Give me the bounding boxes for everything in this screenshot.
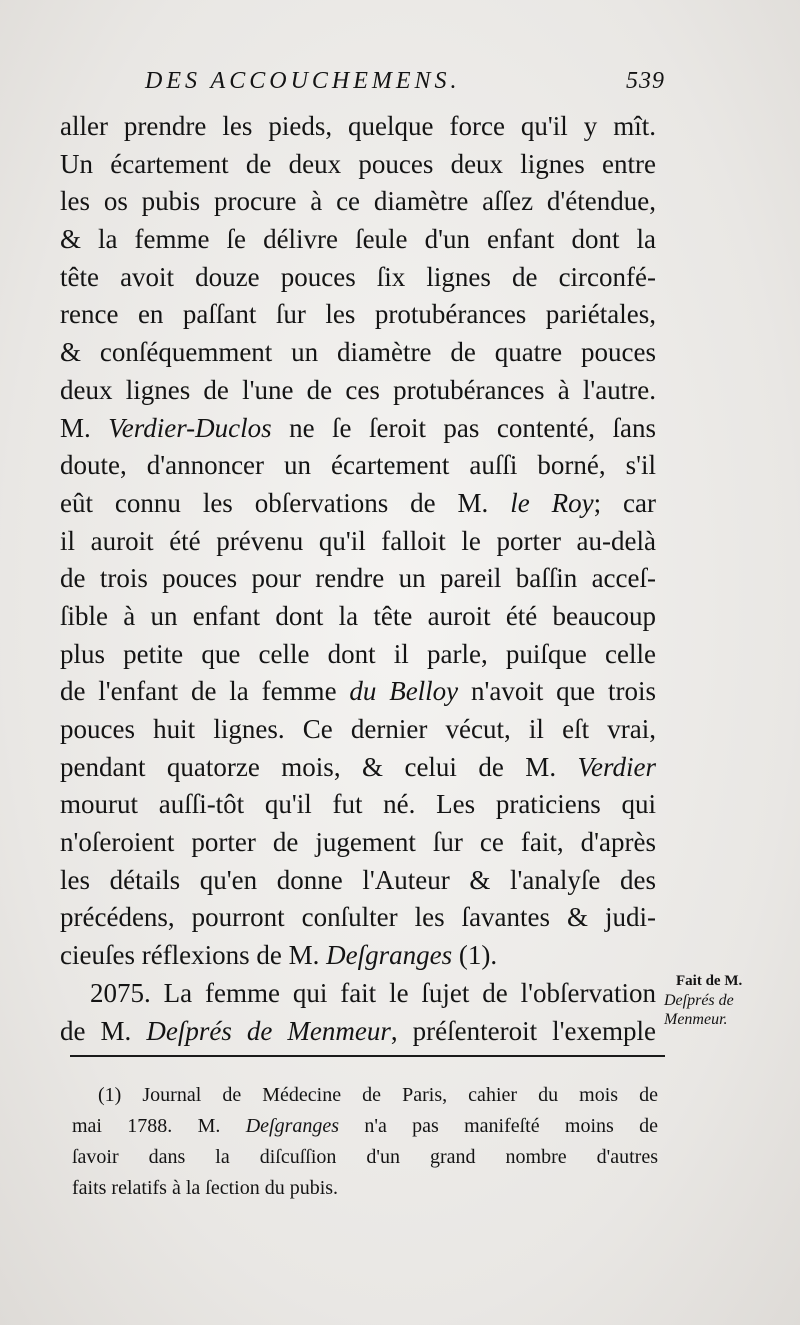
- text-line: [60, 221, 656, 259]
- text-segment: deux lignes de l'une de ces protubérances à l'autre.: [60, 374, 656, 405]
- text-segment: mourut auſſi-tôt qu'il fut né. Les praticiens qui: [60, 789, 656, 820]
- page-number: 539: [626, 68, 665, 94]
- text-line: [60, 899, 656, 937]
- text-line: [60, 786, 656, 824]
- text-line: [60, 749, 656, 787]
- text-segment: , préſenteroit l'exemple: [390, 1015, 656, 1046]
- text-segment: mai 1788. M.: [72, 1115, 246, 1137]
- text-line: [60, 372, 656, 410]
- text-segment: il auroit été prévenu qu'il falloit le porter au-delà: [60, 525, 656, 556]
- text-line: [60, 485, 656, 523]
- text-line: [60, 673, 656, 711]
- text-line: [60, 598, 656, 636]
- text-segment: ſavoir dans la diſcuſſion d'un grand nombre d'autres: [72, 1146, 658, 1168]
- running-head-title: DES ACCOUCHEMENS.: [145, 68, 461, 94]
- text-segment: & la femme ſe délivre ſeule d'un enfant dont la: [60, 224, 656, 255]
- text-line: [60, 1013, 656, 1051]
- text-segment: ne ſe ſeroit pas contenté, ſans: [271, 412, 656, 443]
- footnote-line: [72, 1173, 658, 1204]
- text-line: [60, 560, 656, 598]
- text-segment: pendant quatorze mois, & celui de M.: [60, 751, 578, 782]
- footnote-rule: [70, 1055, 665, 1057]
- text-segment: de l'enfant de la femme: [60, 676, 350, 707]
- italic-text: du Belloy: [349, 676, 459, 707]
- text-segment: ; car: [593, 487, 656, 518]
- text-segment: pouces huit lignes. Ce dernier vécut, il eſt vrai,: [60, 714, 656, 744]
- text-segment: aller prendre les pieds, quelque force qu'il y mît.: [60, 111, 656, 141]
- text-segment: les os pubis procure à ce diamètre aſſez d'étendue,: [60, 186, 656, 217]
- text-segment: M.: [60, 412, 109, 443]
- text-segment: n'oſeroient porter de jugement ſur ce fait, d'après: [60, 827, 656, 858]
- text-segment: 2075. La femme qui fait le ſujet de l'obſervation: [90, 977, 656, 1008]
- text-segment: & conſéquemment un diamètre de quatre pouces: [60, 337, 656, 368]
- text-segment: cieuſes réflexions de M.: [60, 940, 327, 971]
- text-line: [60, 975, 656, 1013]
- italic-text: Deſgranges: [245, 1115, 340, 1137]
- text-segment: plus petite que celle dont il parle, puiſque celle: [60, 638, 656, 669]
- text-segment: précédens, pourront conſulter les ſavantes & judi-: [60, 902, 656, 933]
- italic-text: Verdier: [577, 751, 656, 782]
- text-line: [60, 447, 656, 485]
- margin-note: [664, 972, 794, 1029]
- italic-text: Deſgranges: [326, 940, 453, 971]
- italic-text: le Roy: [510, 487, 594, 518]
- text-line: [60, 108, 656, 146]
- italic-text: Deſprés de Menmeur: [146, 1015, 391, 1046]
- text-line: [60, 259, 656, 297]
- text-segment: eût connu les obſervations de M.: [60, 487, 511, 518]
- text-segment: tête avoit douze pouces ſix lignes de circonfé-: [60, 261, 656, 292]
- running-head: [145, 68, 665, 108]
- text-segment: de trois pouces pour rendre un pareil baſſin acceſ-: [60, 563, 656, 594]
- text-segment: de M.: [60, 1015, 147, 1046]
- text-line: [60, 824, 656, 862]
- text-segment: faits relatifs à la ſection du pubis.: [72, 1177, 339, 1199]
- text-segment: n'a pas manifeſté moins de: [339, 1115, 658, 1137]
- text-segment: rence en paſſant ſur les protubérances pariétales,: [60, 299, 656, 330]
- text-segment: doute, d'annoncer un écartement auſſi borné, s'il: [60, 450, 656, 481]
- text-line: [60, 296, 656, 334]
- text-segment: Un écartement de deux pouces deux lignes entre: [60, 148, 656, 179]
- text-line: [60, 937, 656, 975]
- text-line: [60, 711, 656, 749]
- margin-note-line: Fait de M.: [676, 973, 743, 989]
- text-segment: les détails qu'en donne l'Auteur & l'analyſe des: [60, 864, 656, 895]
- footnote-line: [72, 1142, 658, 1173]
- footnote-line: [72, 1080, 658, 1111]
- margin-note-line: Menmeur.: [664, 1011, 728, 1028]
- text-line: [60, 146, 656, 184]
- italic-text: Verdier-Duclos: [108, 412, 272, 443]
- text-segment: n'avoit que trois: [458, 676, 656, 707]
- footnote-line: [72, 1111, 658, 1142]
- text-line: [60, 334, 656, 372]
- text-segment: (1) Journal de Médecine de Paris, cahier du mois de: [98, 1084, 658, 1106]
- text-line: [60, 183, 656, 221]
- text-segment: ſible à un enfant dont la tête auroit été beaucoup: [60, 600, 656, 631]
- margin-note-line: Deſprés de: [664, 992, 734, 1009]
- text-segment: (1).: [452, 940, 498, 971]
- footnote: [72, 1080, 658, 1204]
- text-line: [60, 523, 656, 561]
- main-text: [60, 108, 656, 1050]
- text-line: [60, 410, 656, 448]
- text-line: [60, 862, 656, 900]
- text-line: [60, 636, 656, 674]
